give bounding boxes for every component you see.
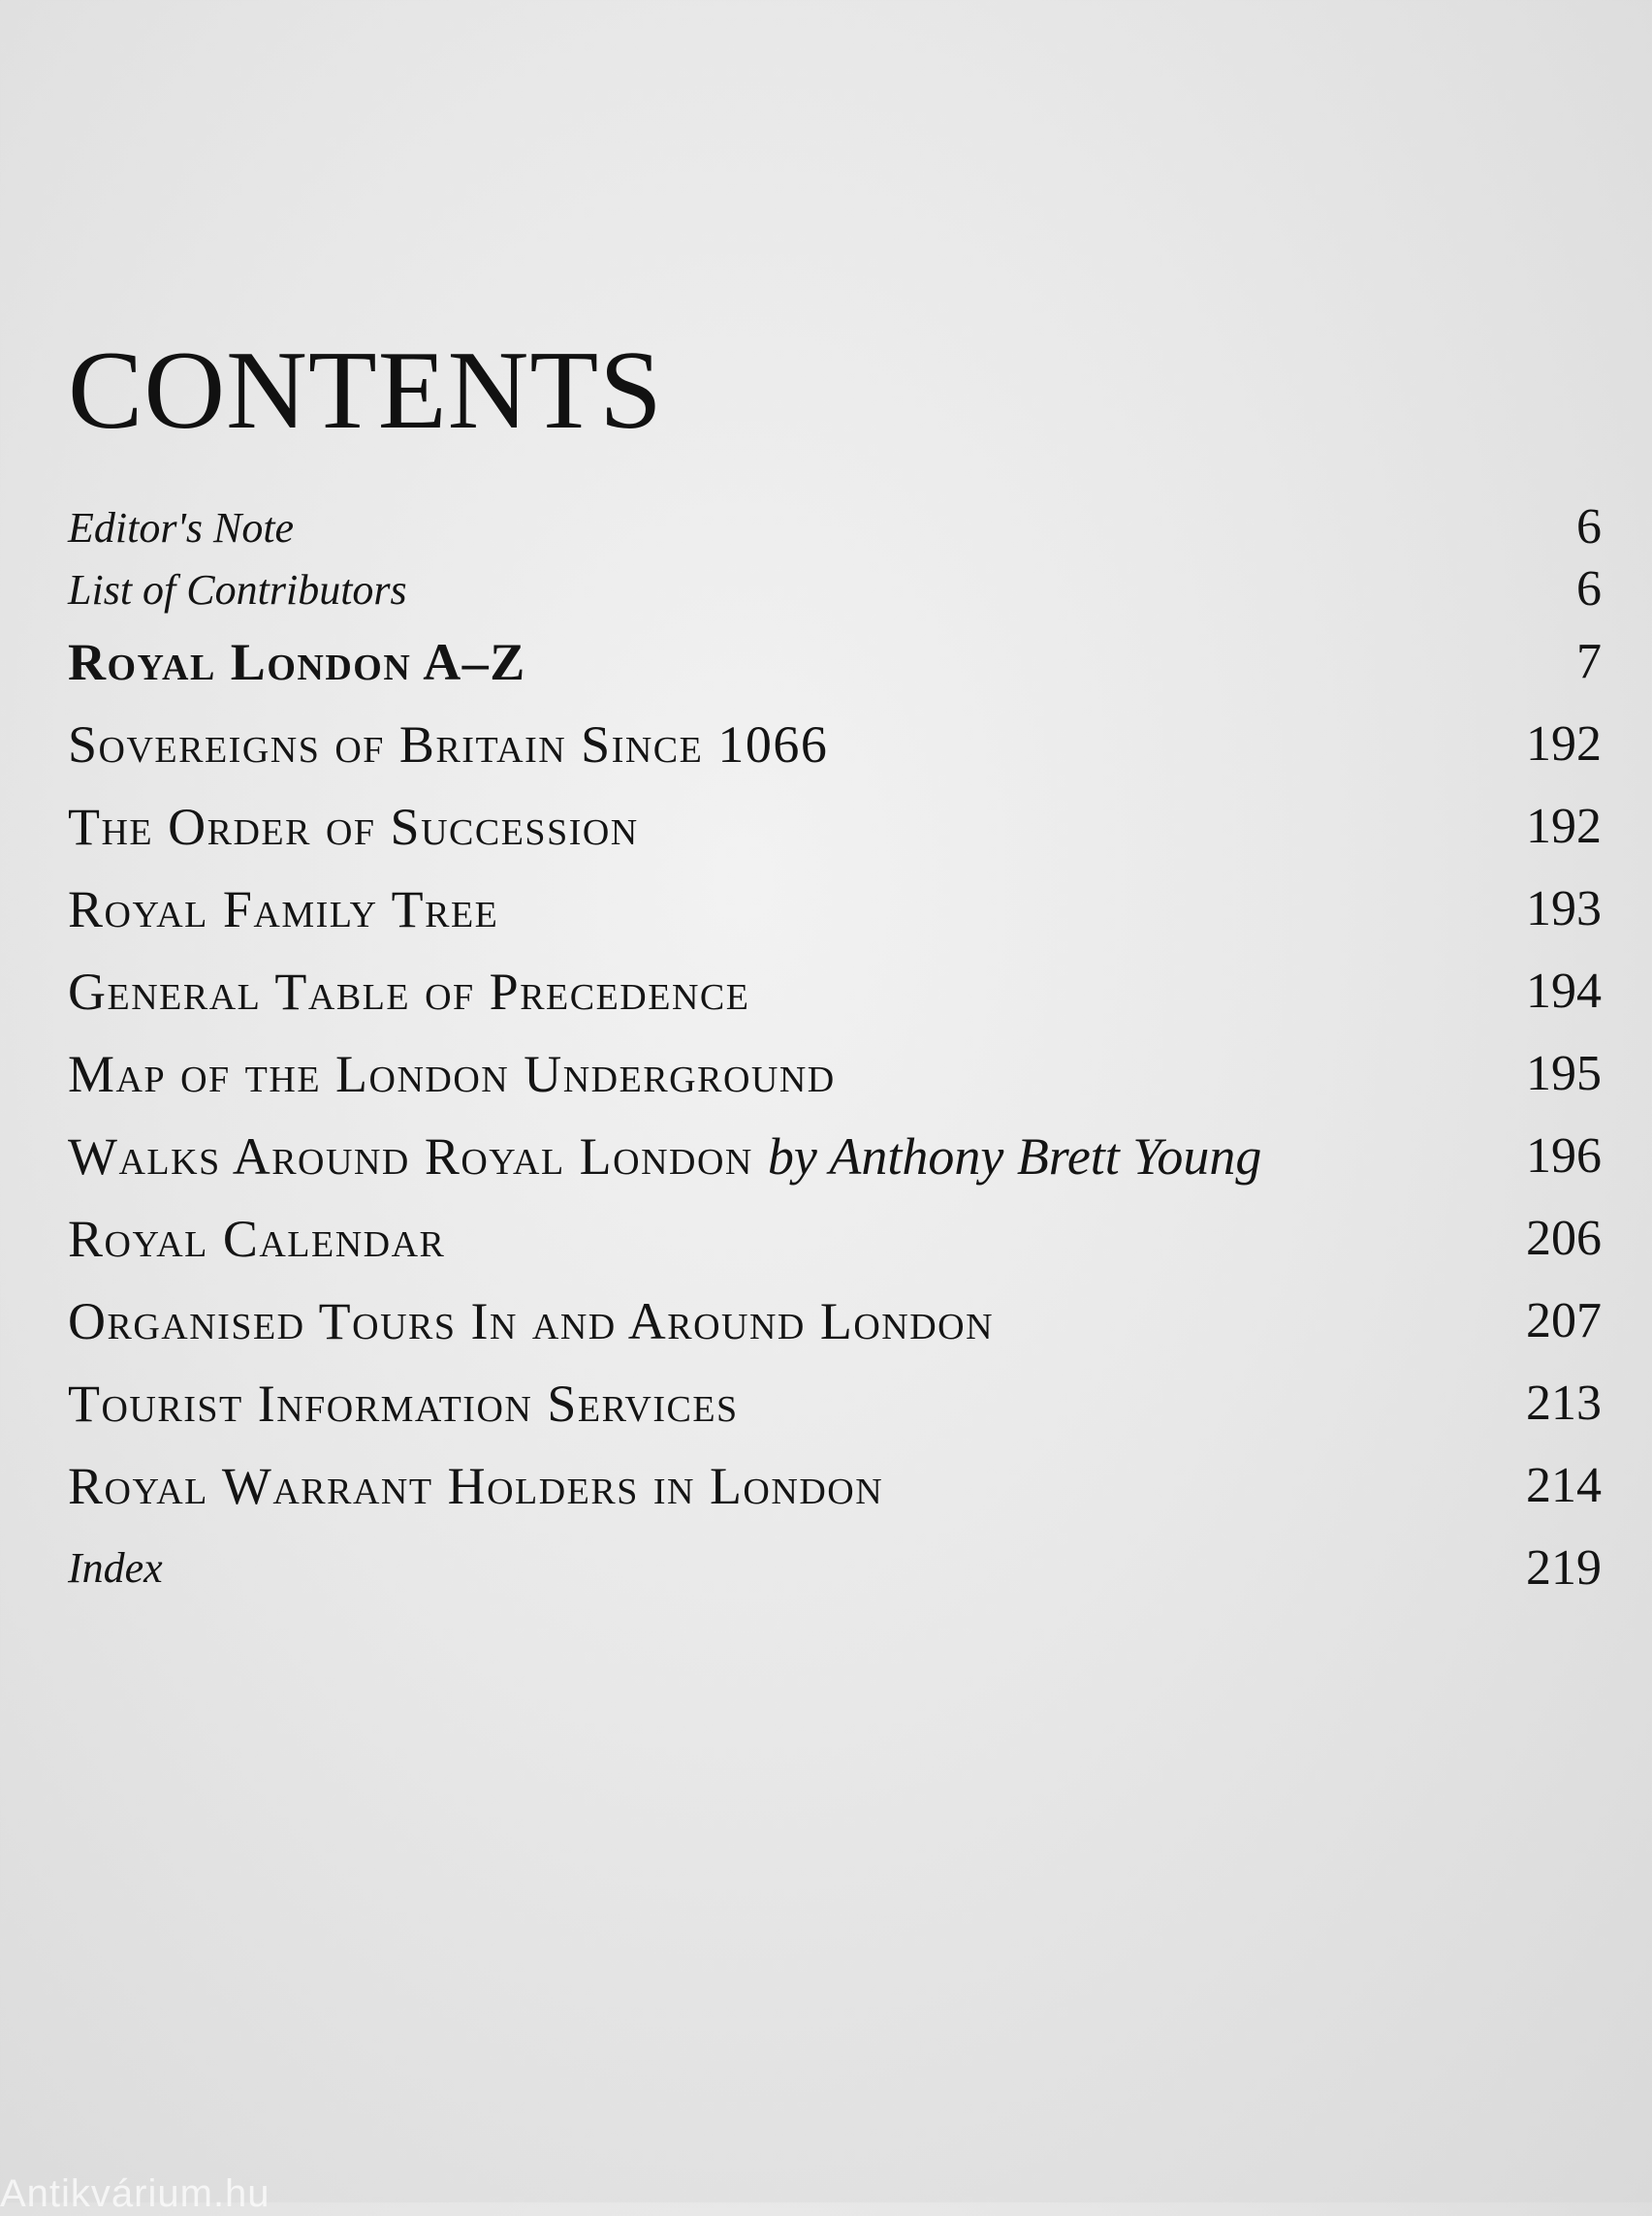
toc-entry-royal-family-tree[interactable] (68, 868, 1602, 950)
toc-entry-list-of-contributors[interactable] (68, 558, 1602, 620)
toc-entry-label: Royal Calendar (68, 1209, 446, 1268)
toc-entry-author: by Anthony Brett Young (767, 1126, 1262, 1186)
toc-entry-page: 6 (1576, 499, 1602, 554)
toc-entry-page: 219 (1526, 1539, 1602, 1596)
toc-entry-label: Map of the London Underground (68, 1044, 836, 1103)
toc-entry-label: Royal Warrant Holders in London (68, 1456, 884, 1515)
toc-entry-label-group (68, 1126, 1526, 1187)
toc-entry-page: 194 (1526, 963, 1602, 1019)
toc-entry-page: 192 (1526, 798, 1602, 854)
toc-entry-royal-calendar[interactable] (68, 1197, 1602, 1280)
toc-entry-royal-london-a-z[interactable] (68, 620, 1602, 703)
watermark: Antikvárium.hu (0, 2172, 270, 2215)
toc-entry-table-of-precedence[interactable] (68, 950, 1602, 1032)
toc-entry-underground-map[interactable] (68, 1032, 1602, 1115)
toc-entry-label: Tourist Information Services (68, 1374, 739, 1433)
toc-entry-tourist-information[interactable] (68, 1362, 1602, 1444)
toc-entry-label: List of Contributors (68, 565, 407, 614)
toc-entry-page: 196 (1526, 1127, 1602, 1184)
toc-entry-index[interactable] (68, 1527, 1602, 1609)
toc-entry-page: 195 (1526, 1045, 1602, 1101)
toc-entry-page: 7 (1576, 633, 1602, 689)
toc-entry-page: 214 (1526, 1457, 1602, 1513)
toc-entry-label: Organised Tours In and Around London (68, 1291, 995, 1350)
toc-entry-page: 206 (1526, 1210, 1602, 1266)
toc-entry-label: Index (68, 1544, 163, 1592)
toc-entry-organised-tours[interactable] (68, 1280, 1602, 1362)
toc-entry-label: The Order of Succession (68, 797, 639, 856)
toc-entry-label: Editor's Note (68, 503, 295, 552)
toc-entry-label: Sovereigns of Britain Since 1066 (68, 714, 829, 774)
page-title: CONTENTS (68, 329, 663, 453)
toc-entry-sovereigns[interactable] (68, 703, 1602, 785)
toc-entry-label: Royal London A–Z (68, 632, 526, 691)
toc-entry-page: 193 (1526, 880, 1602, 936)
toc-entry-page: 6 (1576, 561, 1602, 617)
toc-entry-label: Walks Around Royal London (68, 1126, 753, 1186)
toc-entry-label: Royal Family Tree (68, 879, 499, 938)
toc-entry-editors-note[interactable] (68, 496, 1602, 558)
toc-entry-order-of-succession[interactable] (68, 785, 1602, 868)
toc-entry-walks[interactable] (68, 1115, 1602, 1197)
toc-entry-page: 213 (1526, 1375, 1602, 1431)
toc-entry-page: 207 (1526, 1292, 1602, 1348)
toc-entry-royal-warrant-holders[interactable] (68, 1444, 1602, 1527)
table-of-contents (68, 496, 1602, 1609)
toc-entry-page: 192 (1526, 715, 1602, 772)
toc-entry-label: General Table of Precedence (68, 962, 750, 1021)
